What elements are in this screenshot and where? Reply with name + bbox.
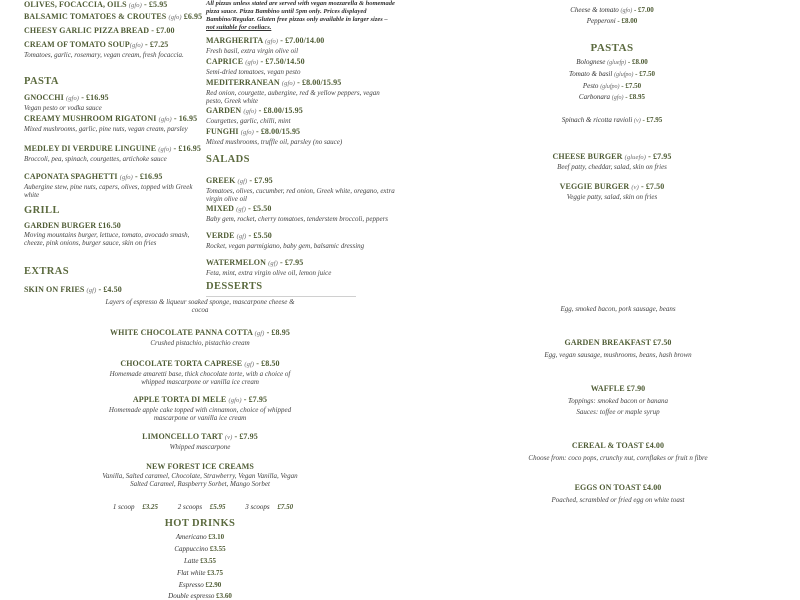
menu-item: MIXED (gf) - £5.50 Baby gem, rocket, cherry tomatoes, tenderstem broccoli, peppers [206,204,389,223]
section-heading-desserts: DESSERTS [206,281,263,292]
menu-item: MEDITERRANEAN (gfo) - £8.00/15.95 Red onion, courgette, aubergine, red & yellow peppers, vegan pesto, Greek white [206,78,380,105]
menu-item: GARDEN (gfo) - £8.00/15.95 Courgettes, garlic, chilli, mint [206,106,303,125]
menu-line: Pepperoni - £8.00 [586,17,638,25]
drink-item: Cappuccino £3.55 [174,545,226,553]
menu-line: Tomato & basil (glufpo) - £7.50 [569,70,655,78]
menu-item: WATERMELON (gf) - £7.95 Feta, mint, extra virgin olive oil, lemon juice [206,258,332,277]
menu-item: NEW FOREST ICE CREAMS Vanilla, Salted caramel, Chocolate, Strawberry, Vegan Vanilla, Vegan Salted Caramel, Raspberry Sorbet, Mango Sorbet [102,462,298,488]
ice-cream-scoops: 1 scoop £3.25 2 scoops £5.95 3 scoops £7.50 [112,503,294,511]
drink-item: Double espresso £3.60 [168,592,232,600]
dessert-description: Layers of espresso & liqueur soaked sponge, mascarpone cheese & cocoa [105,298,295,314]
menu-item: SKIN ON FRIES (gf) - £4.50 [24,285,122,294]
menu-line: Pesto (glufpo) - £7.50 [582,82,642,90]
menu-item: GREEK (gf) - £7.95 Tomatoes, olives, cucumber, red onion, Greek white, oregano, extra virgin olive oil [206,176,395,203]
menu-item: BALSAMIC TOMATOES & CROUTES (gfo) £6.95 [24,12,203,21]
pizza-note: All pizzas unless stated are served with vegan mozzarella & homemade pizza sauce. Pizza Bambino until 5pm only. Prices displayed Bambino/Regular. Gluten free pizzas only available in larger sizes – not suitable for coeliacs. [206,0,395,31]
menu-item: GNOCCHI (gfo) - £16.95 Vegan pesto or vodka sauce [24,93,109,112]
menu-item: VERDE (gf) - £5.50 Rocket, vegan parmigiano, baby gem, balsamic dressing [206,231,365,250]
menu-item: EGGS ON TOAST £4.00 Poached, scrambled or fried egg on white toast [551,483,685,504]
menu-item: CHEESY GARLIC PIZZA BREAD - £7.00 [24,26,175,35]
section-heading-salads: SALADS [206,154,250,165]
menu-item: VEGGIE BURGER (v) - £7.50 Veggie patty, salad, skin on fries [559,182,665,201]
menu-item: FUNGHI (gfo) - £8.00/15.95 Mixed mushrooms, truffle oil, parsley (no sauce) [206,127,343,146]
menu-item: CREAMY MUSHROOM RIGATONI (gfo) - 16.95 Mixed mushrooms, garlic, pine nuts, vegan cream, parsley [24,114,198,133]
menu-item: WAFFLE £7.90 Toppings: smoked bacon or banana Sauces: toffee or maple syrup [567,384,669,416]
section-heading-grill: GRILL [24,205,60,216]
breakfast-description: Egg, smoked bacon, pork sausage, beans [560,305,676,313]
section-heading-hot-drinks: HOT DRINKS [164,518,236,529]
section-heading-pastas: PASTAS [590,42,634,54]
menu-item: CREAM OF TOMATO SOUP(gfo) - £7.25 Tomatoes, garlic, rosemary, vegan cream, fresh focaccia. [24,40,184,59]
menu-item: LIMONCELLO TART (v) - £7.95 Whipped mascarpone [142,432,258,451]
menu-item: CAPONATA SPAGHETTI (gfo) - £16.95 Aubergine stew, pine nuts, capers, olives, topped with Greek white [24,172,193,199]
menu-line: Carbonara (gfo) - £8.95 [578,93,646,101]
drink-item: Latte £3.55 [184,557,216,565]
section-heading-pasta: PASTA [24,76,59,87]
menu-item: CEREAL & TOAST £4.00 Choose from: coco pops, crunchy nut, cornflakes or fruit n fibre [528,441,708,462]
section-heading-extras: EXTRAS [24,266,69,277]
menu-line: Spinach & ricotta ravioli (v) - £7.95 [561,116,663,124]
menu-item: GARDEN BURGER £16.50 Moving mountains burger, lettuce, tomato, avocado smash, cheeze, pink onions, burger sauce, skin on fries [24,221,190,247]
menu-item: OLIVES, FOCACCIA, OILS (gfo) - £5.95 [24,0,168,9]
drink-item: Espresso £2.90 [178,581,222,589]
menu-item: CHOCOLATE TORTA CAPRESE (gf) - £8.50 Homemade amaretti base, thick chocolate torte, with a choice of whipped mascarpone or vanilla ice cream [109,359,291,386]
menu-item: CHEESE BURGER (gluefo) - £7.95 Beef patty, cheddar, salad, skin on fries [552,152,672,171]
menu-item: CAPRICE (gfo) - £7.50/14.50 Semi-dried tomatoes, vegan pesto [206,57,305,76]
menu-item: MEDLEY DI VERDURE LINGUINE (gfo) - £16.95 Broccoli, pea, spinach, courgettes, artichoke sauce [24,144,202,163]
drink-item: Americano £3.10 [175,533,225,541]
menu-line: Cheese & tomato (gfo) - £7.00 [570,6,654,14]
drink-item: Flat white £3.75 [176,569,224,577]
menu-item: MARGHERITA (gfo) - £7.00/14.00 Fresh basil, extra virgin olive oil [206,36,325,55]
menu-item: GARDEN BREAKFAST £7.50 Egg, vegan sausage, mushrooms, beans, hash brown [544,338,692,359]
menu-item: WHITE CHOCOLATE PANNA COTTA (gf) - £8.95 Crushed pistachio, pistachio cream [110,328,290,347]
menu-item: APPLE TORTA DI MELE (gfo) - £7.95 Homemade apple cake topped with cinnamon, choice of whipped mascarpone or vanilla ice cream [108,395,292,422]
menu-line: Bolognese (gluefp) - £8.00 [576,58,648,66]
section-divider [206,296,356,297]
